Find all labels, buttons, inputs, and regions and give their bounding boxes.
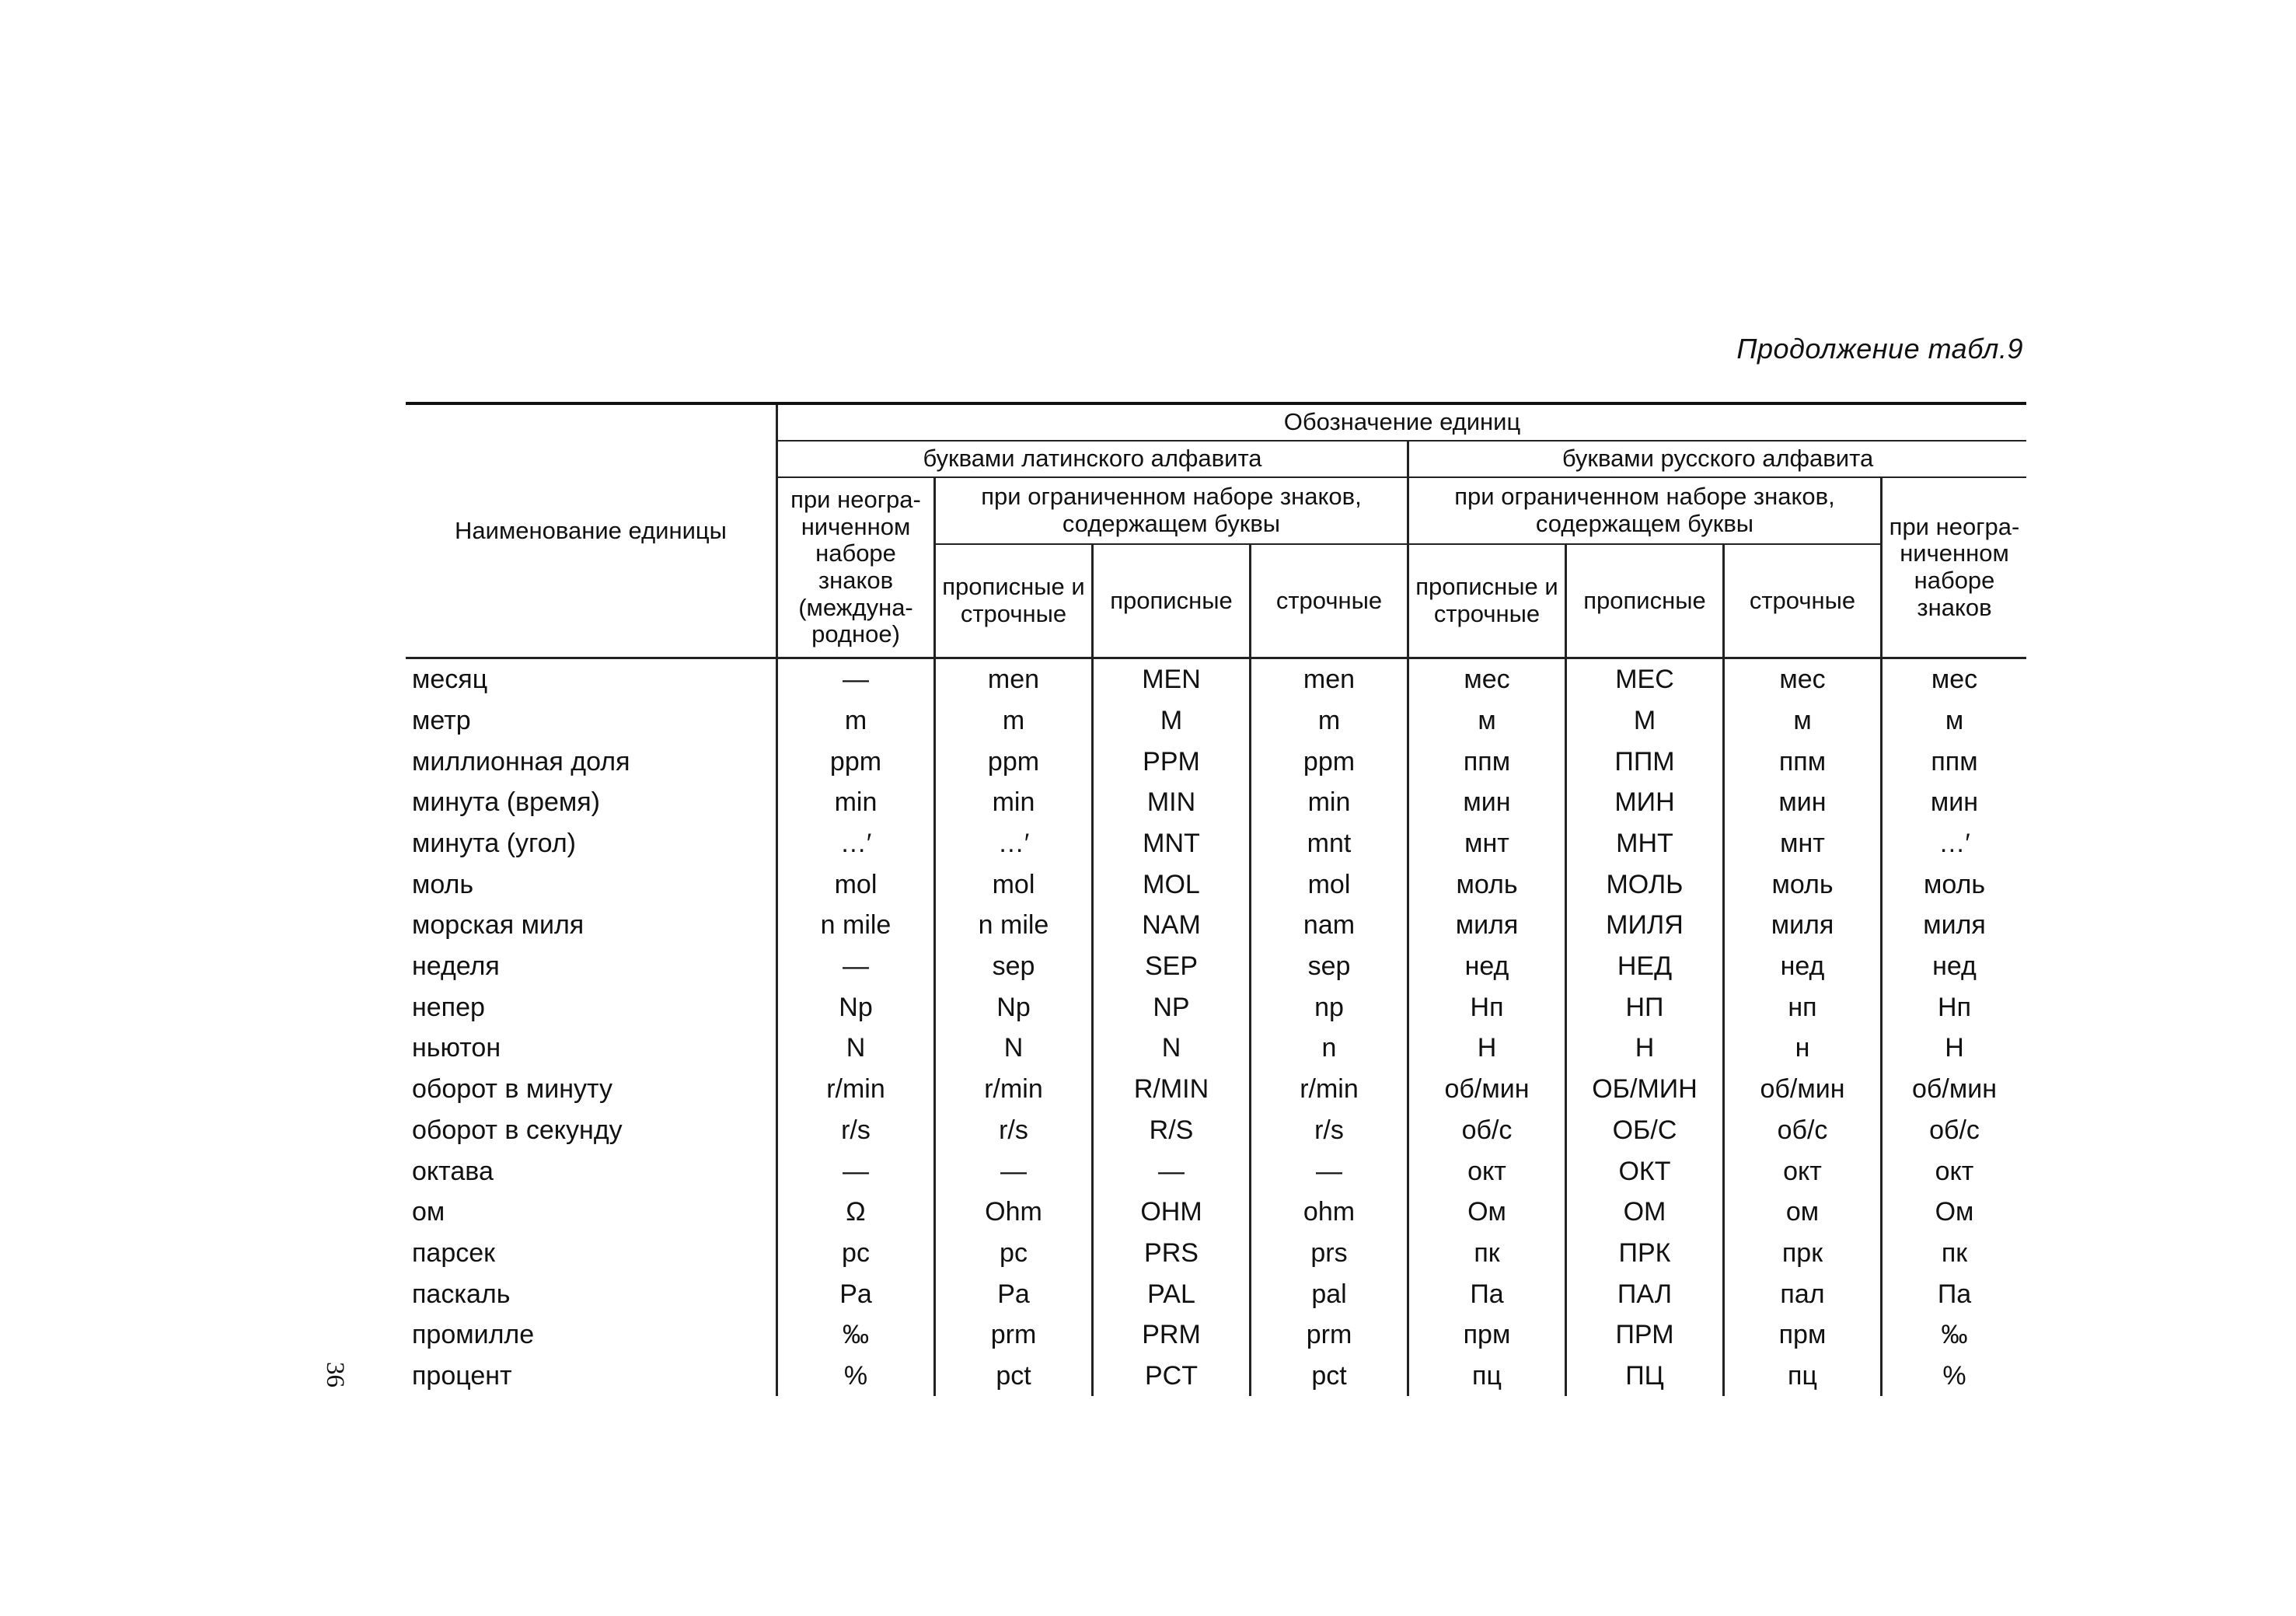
table-cell: nam xyxy=(1249,905,1407,946)
table-cell: min xyxy=(933,782,1091,823)
table-cell: …′ xyxy=(776,823,933,864)
table-cell: об/мин xyxy=(1407,1069,1565,1110)
table-cell: n mile xyxy=(933,905,1091,946)
table-cell: min xyxy=(776,782,933,823)
table-cell: м xyxy=(1880,700,2026,742)
table-cell: PAL xyxy=(1091,1273,1249,1314)
russian-upper-header: прописные xyxy=(1565,545,1722,659)
table-cell: Ом xyxy=(1880,1192,2026,1233)
table-cell: МНТ xyxy=(1565,823,1722,864)
table-cell: ППМ xyxy=(1565,741,1722,782)
table-cell: Pa xyxy=(933,1273,1091,1314)
table-cell: OHM xyxy=(1091,1192,1249,1233)
table-cell: — xyxy=(1091,1150,1249,1192)
table-cell: — xyxy=(776,1150,933,1192)
table-cell: м xyxy=(1407,700,1565,742)
table-cell: миля xyxy=(1880,905,2026,946)
table-cell: MEN xyxy=(1091,659,1249,700)
table-cell: моль xyxy=(1407,864,1565,905)
table-cell: prm xyxy=(1249,1314,1407,1356)
table-cell: пц xyxy=(1407,1356,1565,1397)
table-row-name: морская миля xyxy=(412,910,584,941)
table-cell: ОКТ xyxy=(1565,1150,1722,1192)
table-cell: Нп xyxy=(1407,987,1565,1028)
table-row-name: месяц xyxy=(412,665,488,695)
table-cell: …′ xyxy=(1880,823,2026,864)
table-cell: PRS xyxy=(1091,1233,1249,1274)
table-cell: pct xyxy=(1249,1356,1407,1397)
table-cell: моль xyxy=(1880,864,2026,905)
table-cell: R/MIN xyxy=(1091,1069,1249,1110)
table-cell: ПРК xyxy=(1565,1233,1722,1274)
table-cell: ппм xyxy=(1407,741,1565,782)
table-cell: окт xyxy=(1407,1150,1565,1192)
table-cell: пал xyxy=(1722,1273,1880,1314)
table-row-name: неделя xyxy=(412,951,500,982)
table-cell: r/s xyxy=(1249,1110,1407,1151)
latin-unlimited-header: при неогра-ниченном наборе знаков (междуна-родное) xyxy=(776,478,933,659)
table-cell: МИЛЯ xyxy=(1565,905,1722,946)
table-cell: Pa xyxy=(776,1273,933,1314)
table-cell: mol xyxy=(933,864,1091,905)
table-cell: R/S xyxy=(1091,1110,1249,1151)
table-cell: N xyxy=(1091,1028,1249,1069)
table-cell: ппм xyxy=(1880,741,2026,782)
table-cell: Np xyxy=(933,987,1091,1028)
table-cell: — xyxy=(776,946,933,987)
table-cell: М xyxy=(1565,700,1722,742)
table-cell: прм xyxy=(1407,1314,1565,1356)
russian-limited-header: при ограниченном наборе знаков, содержащем буквы xyxy=(1407,478,1880,545)
table-row-name: миллионная доля xyxy=(412,746,630,777)
table-cell: МЕС xyxy=(1565,659,1722,700)
table-cell: ПАЛ xyxy=(1565,1273,1722,1314)
table-cell: prm xyxy=(933,1314,1091,1356)
table-cell: мес xyxy=(1722,659,1880,700)
table-row-name: оборот в минуту xyxy=(412,1074,612,1105)
table-row-name: процент xyxy=(412,1360,512,1391)
table-cell: Па xyxy=(1407,1273,1565,1314)
table-cell: NP xyxy=(1091,987,1249,1028)
table-cell: — xyxy=(1249,1150,1407,1192)
table-cell: ohm xyxy=(1249,1192,1407,1233)
latin-lower-header: строчные xyxy=(1249,545,1407,659)
table-cell: мес xyxy=(1880,659,2026,700)
table-row-name: парсек xyxy=(412,1237,496,1268)
table-row-name: октава xyxy=(412,1156,494,1186)
table-cell: ‰ xyxy=(1880,1314,2026,1356)
table-cell: ОБ/С xyxy=(1565,1110,1722,1151)
table-cell: ppm xyxy=(933,741,1091,782)
table-cell: PRM xyxy=(1091,1314,1249,1356)
table-cell: men xyxy=(933,659,1091,700)
table-cell: МИН xyxy=(1565,782,1722,823)
table-cell: нп xyxy=(1722,987,1880,1028)
table-cell: миля xyxy=(1722,905,1880,946)
table-row-name: минута (время) xyxy=(412,787,601,818)
table-cell: НП xyxy=(1565,987,1722,1028)
table-cell: PPM xyxy=(1091,741,1249,782)
table-cell: n xyxy=(1249,1028,1407,1069)
table-cell: SEP xyxy=(1091,946,1249,987)
table-cell: np xyxy=(1249,987,1407,1028)
table-cell: об/мин xyxy=(1880,1069,2026,1110)
table-cell: Ohm xyxy=(933,1192,1091,1233)
table-cell: нед xyxy=(1407,946,1565,987)
table-cell: ом xyxy=(1722,1192,1880,1233)
page-number: 36 xyxy=(321,1362,349,1387)
table-cell: ppm xyxy=(776,741,933,782)
table-row-name: оборот в секунду xyxy=(412,1115,623,1145)
table-cell: ппм xyxy=(1722,741,1880,782)
table-cell: r/min xyxy=(933,1069,1091,1110)
table-row-name: непер xyxy=(412,992,485,1022)
latin-upper-header: прописные xyxy=(1091,545,1249,659)
table-cell: н xyxy=(1722,1028,1880,1069)
table-row-name: ом xyxy=(412,1197,445,1227)
table-cell: ПЦ xyxy=(1565,1356,1722,1397)
table-cell: MNT xyxy=(1091,823,1249,864)
latin-upper-lower-header: прописные и строчные xyxy=(933,545,1091,659)
table-cell: пц xyxy=(1722,1356,1880,1397)
table-cell: мнт xyxy=(1722,823,1880,864)
table-cell: об/с xyxy=(1880,1110,2026,1151)
table-cell: Н xyxy=(1565,1028,1722,1069)
russian-upper-lower-header: прописные и строчные xyxy=(1407,545,1565,659)
table-cell: НЕД xyxy=(1565,946,1722,987)
table-cell: нед xyxy=(1722,946,1880,987)
table-cell: r/s xyxy=(933,1110,1091,1151)
table-cell: r/min xyxy=(776,1069,933,1110)
table-cell: MIN xyxy=(1091,782,1249,823)
latin-header: буквами латинского алфавита xyxy=(776,442,1407,478)
table-cell: MOL xyxy=(1091,864,1249,905)
table-row-name: метр xyxy=(412,705,471,735)
table-caption: Продолжение табл.9 xyxy=(1736,333,2023,365)
table-cell: men xyxy=(1249,659,1407,700)
table-row-name: моль xyxy=(412,869,474,899)
table-row-name: минута (угол) xyxy=(412,829,576,859)
table-cell: n mile xyxy=(776,905,933,946)
units-table xyxy=(406,402,2026,1397)
table-cell: N xyxy=(933,1028,1091,1069)
table-cell: …′ xyxy=(933,823,1091,864)
table-cell: pc xyxy=(933,1233,1091,1274)
table-cell: m xyxy=(933,700,1091,742)
table-cell: об/с xyxy=(1722,1110,1880,1151)
table-cell: мнт xyxy=(1407,823,1565,864)
table-cell: Н xyxy=(1407,1028,1565,1069)
table-cell: sep xyxy=(1249,946,1407,987)
table-cell: pc xyxy=(776,1233,933,1274)
table-cell: Н xyxy=(1880,1028,2026,1069)
table-cell: ‰ xyxy=(776,1314,933,1356)
table-cell: — xyxy=(776,659,933,700)
table-cell: мин xyxy=(1407,782,1565,823)
table-cell: МОЛЬ xyxy=(1565,864,1722,905)
table-cell: ПРМ xyxy=(1565,1314,1722,1356)
table-cell: min xyxy=(1249,782,1407,823)
table-cell: m xyxy=(1249,700,1407,742)
table-row-name: ньютон xyxy=(412,1033,501,1063)
table-cell: pal xyxy=(1249,1273,1407,1314)
table-cell: Np xyxy=(776,987,933,1028)
russian-lower-header: строчные xyxy=(1722,545,1880,659)
table-cell: sep xyxy=(933,946,1091,987)
table-cell: окт xyxy=(1722,1150,1880,1192)
table-cell: m xyxy=(776,700,933,742)
table-cell: нед xyxy=(1880,946,2026,987)
table-cell: pct xyxy=(933,1356,1091,1397)
table-cell: Нп xyxy=(1880,987,2026,1028)
table-cell: моль xyxy=(1722,864,1880,905)
latin-limited-header: при ограниченном наборе знаков, содержащем буквы xyxy=(933,478,1407,545)
table-cell: мин xyxy=(1880,782,2026,823)
table-cell: NAM xyxy=(1091,905,1249,946)
table-cell: Ом xyxy=(1407,1192,1565,1233)
table-cell: об/с xyxy=(1407,1110,1565,1151)
table-cell: ОМ xyxy=(1565,1192,1722,1233)
table-cell: мин xyxy=(1722,782,1880,823)
table-cell: миля xyxy=(1407,905,1565,946)
table-cell: об/мин xyxy=(1722,1069,1880,1110)
table-cell: mnt xyxy=(1249,823,1407,864)
table-cell: ОБ/МИН xyxy=(1565,1069,1722,1110)
russian-unlimited-header: при неогра-ниченном наборе знаков xyxy=(1880,478,2026,659)
table-cell: окт xyxy=(1880,1150,2026,1192)
russian-header: буквами русского алфавита xyxy=(1407,442,2026,478)
unit-name-header: Наименование единицы xyxy=(406,405,776,659)
table-cell: мес xyxy=(1407,659,1565,700)
table-cell: mol xyxy=(776,864,933,905)
table-cell: пк xyxy=(1407,1233,1565,1274)
table-cell: Па xyxy=(1880,1273,2026,1314)
table-row-name: промилле xyxy=(412,1320,535,1350)
table-cell: r/s xyxy=(776,1110,933,1151)
table-cell: ppm xyxy=(1249,741,1407,782)
table-cell: Ω xyxy=(776,1192,933,1233)
table-cell: PCT xyxy=(1091,1356,1249,1397)
table-cell: r/min xyxy=(1249,1069,1407,1110)
table-cell: м xyxy=(1722,700,1880,742)
table-row-name: паскаль xyxy=(412,1279,511,1309)
designation-header: Обозначение единиц xyxy=(776,405,2026,442)
table-cell: пк xyxy=(1880,1233,2026,1274)
table-cell: прк xyxy=(1722,1233,1880,1274)
table-cell: M xyxy=(1091,700,1249,742)
table-cell: N xyxy=(776,1028,933,1069)
table-cell: % xyxy=(1880,1356,2026,1397)
table-cell: prs xyxy=(1249,1233,1407,1274)
table-cell: mol xyxy=(1249,864,1407,905)
table-cell: прм xyxy=(1722,1314,1880,1356)
table-cell: % xyxy=(776,1356,933,1397)
table-cell: — xyxy=(933,1150,1091,1192)
